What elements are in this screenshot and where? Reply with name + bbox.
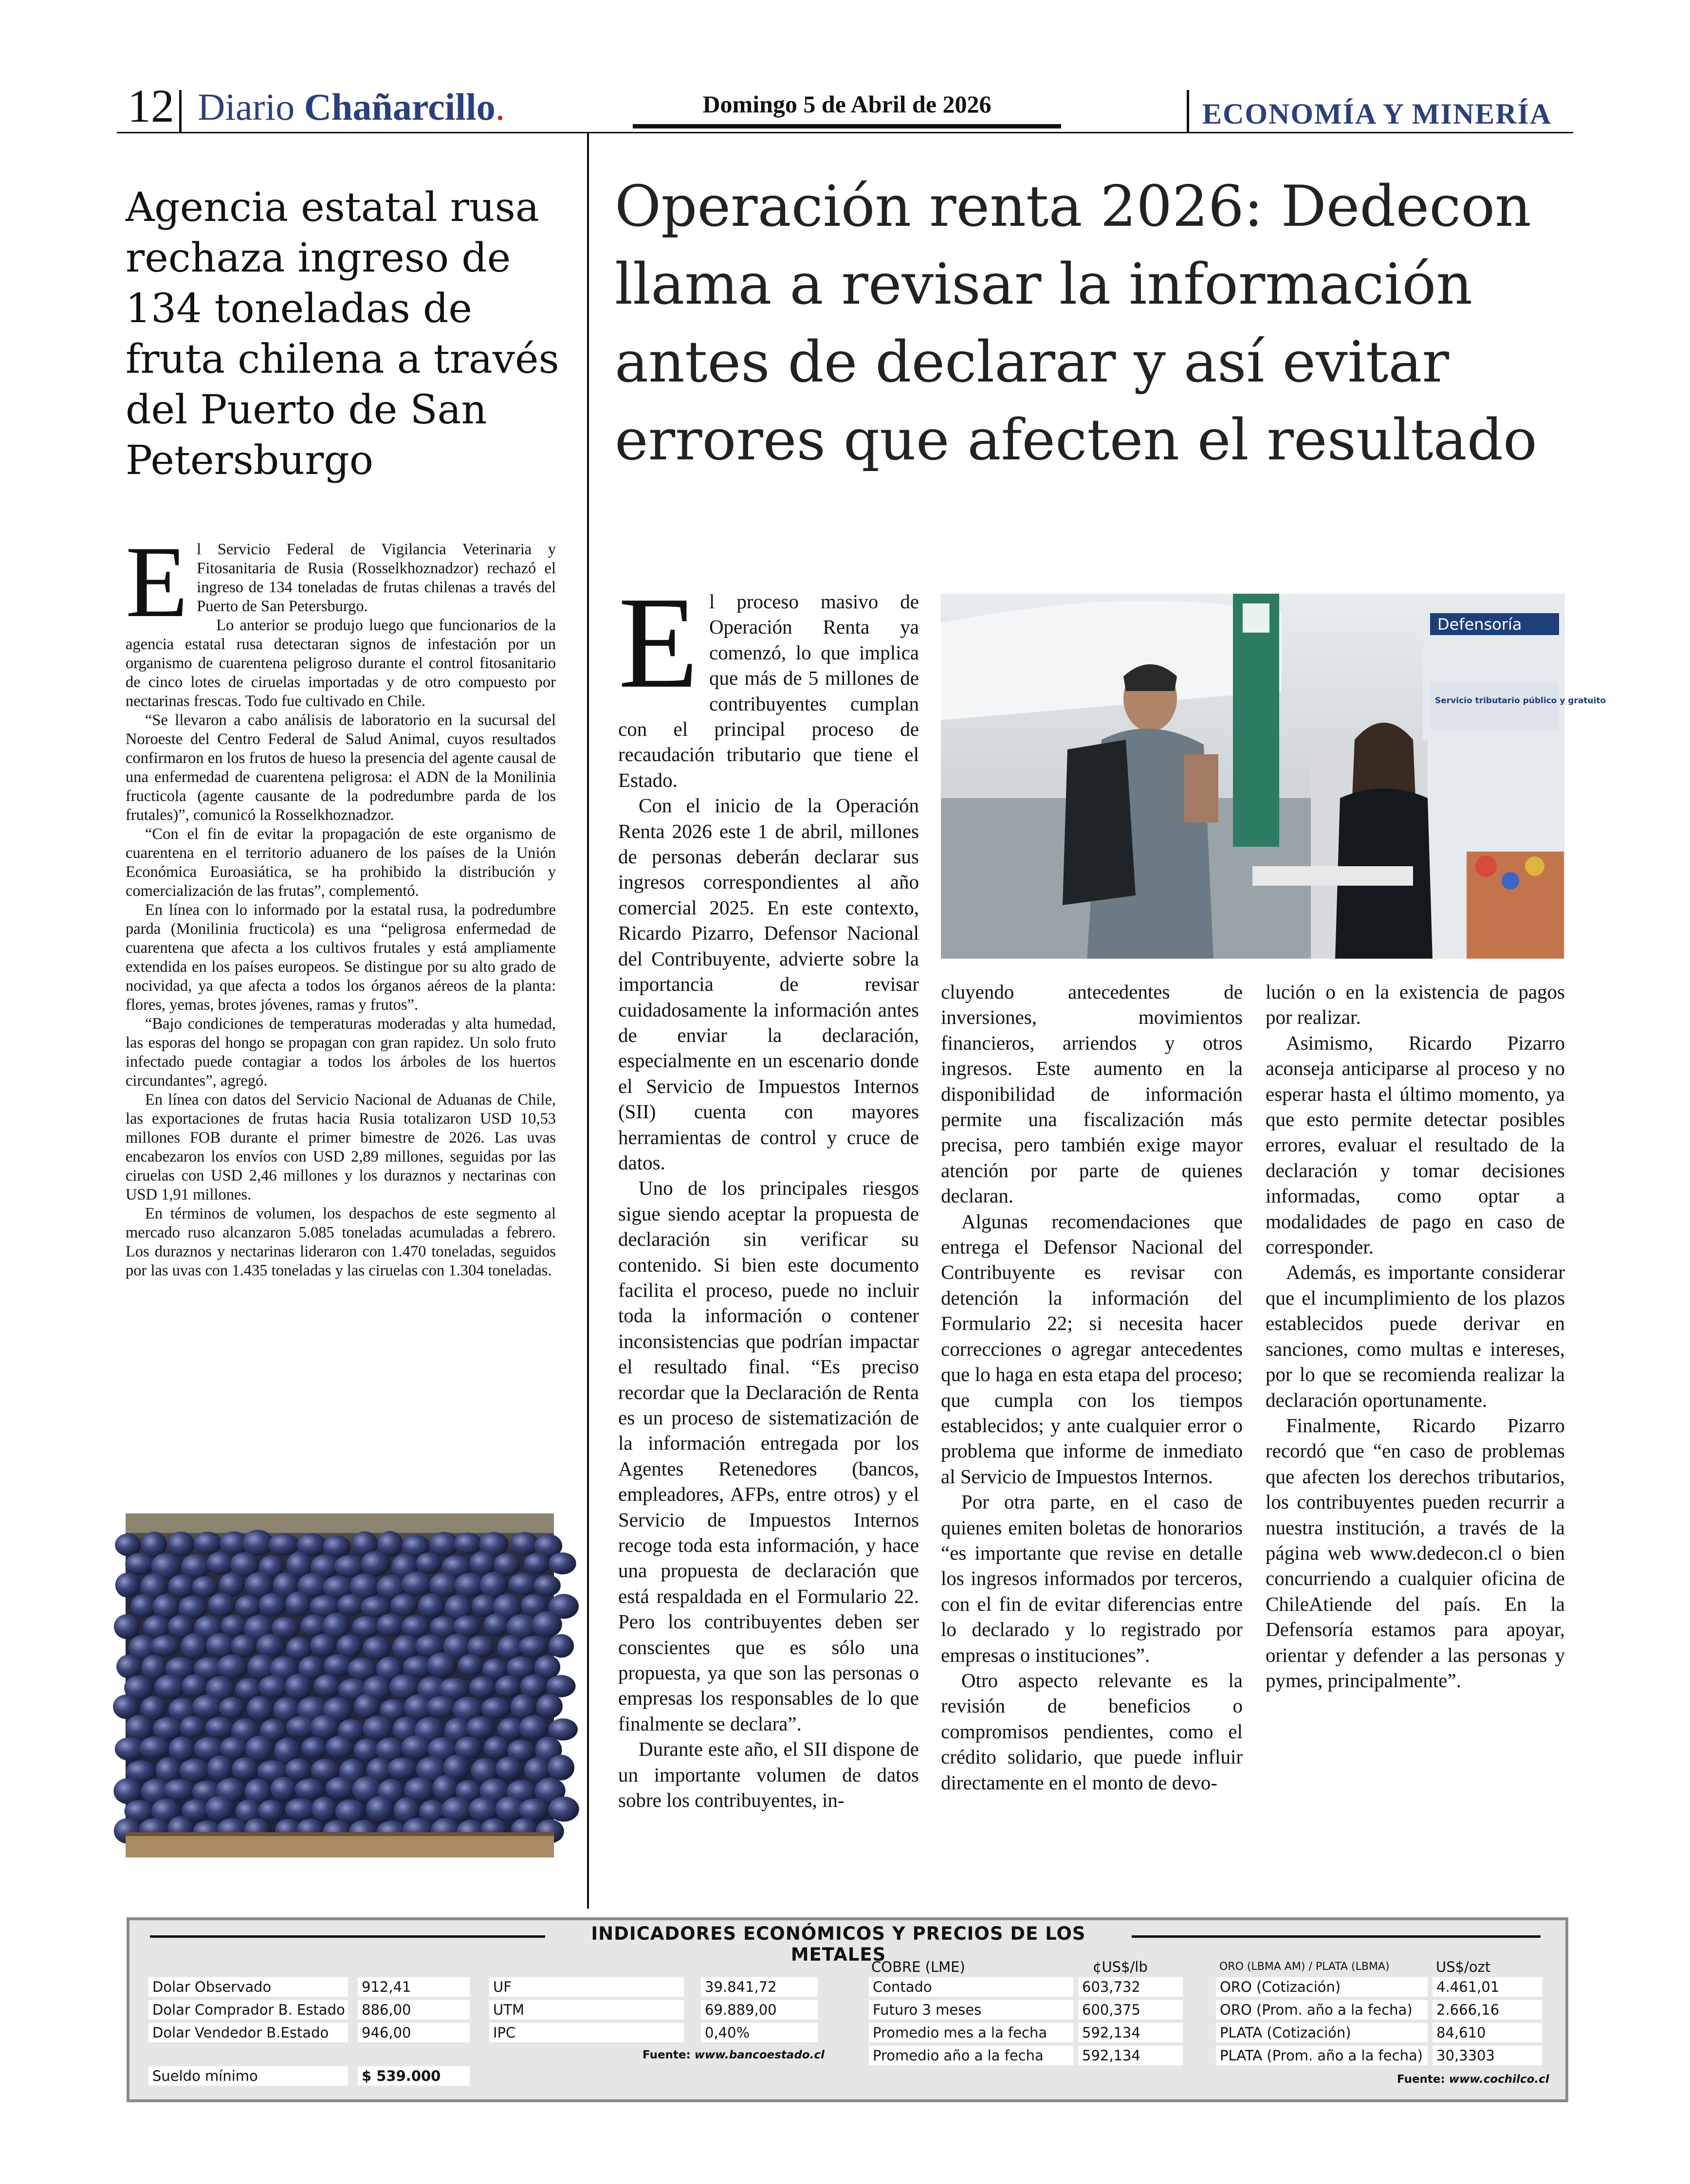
indicator-value: 600,375 [1078,2000,1183,2020]
drop-cap: E [618,570,698,715]
cobre-unit: ¢US$/lb [1093,1959,1148,1975]
plum [140,1736,170,1759]
plum [524,1553,550,1574]
plum [220,1737,248,1759]
main-article-headline: Operación renta 2026: Dedecon llama a revisar la información antes de declarar y así evitar errores que afecten el resultado [615,174,1537,473]
plum [217,1655,248,1679]
indicator-value: 84,610 [1433,2023,1542,2042]
main-paragraph: lución o en la existencia de pagos por realizar. [1266,981,1565,1029]
plum [496,1757,522,1780]
plum [484,1613,510,1636]
plum [511,1532,538,1556]
plum [156,1757,182,1783]
plum [205,1796,234,1821]
plum [387,1757,417,1779]
plum [312,1797,337,1821]
main-paragraph: Algunas recomendaciones que entrega el Defensor Nacional del Contribuyente es revisar con detención la información del Formulario 22; si necesita hacer correcciones o agregar antecedentes que lo haga en esta etapa del proceso; que cumpla con los tiempos establecidos; y ante cualquier error o problema que informe de inmediato al Servicio de Impuestos Internos. [941,1210,1243,1488]
indicator-value: 69.889,00 [701,2000,818,2020]
indicator-label: Futuro 3 meses [869,2000,1073,2020]
left-article-body [126,526,556,1280]
indicator-value: 946,00 [358,2023,470,2042]
source-link: www.bancoestado.cl [694,2049,825,2061]
plum [231,1634,257,1657]
indicator-label: ORO (Prom. año a la fecha) [1216,2000,1428,2020]
plum [114,1614,140,1639]
newspaper-name [198,83,505,131]
left-paragraph: “Se llevaron a cabo análisis de laboratorio en la sucursal del Noroeste del Centro Federal de Salud Animal, cuyos resultados confirmaron en los frutos de hueso la presencia del agente causal de una enfermedad de cuarentena peligrosa: el ADN de la Monilinia fructicola (agente causante de la podredumbre parda de los frutales)”, comunicó la Rosselkhoznadzor. [126,711,556,824]
plum [548,1755,574,1781]
main-paragraph: Finalmente, Ricardo Pizarro recordó que “en caso de problemas que afecten los derechos tributarios, los contribuyentes pueden recurrir a nuestra institución, a través de la página web www.dedecon.cl o bien concurriendo a cualquier oficina de ChileAtiende del país. En la Defensoría estamos para apoyar, orientar y defender a las personas y pymes, principalmente”. [1266,1414,1565,1692]
plum [247,1696,273,1721]
cobre-header: COBRE (LME) [871,1959,965,1975]
left-paragraph [126,526,556,638]
plum [130,1594,156,1618]
plum [245,1736,274,1762]
column-divider [587,132,589,1909]
plum [361,1551,390,1576]
plum [481,1697,511,1719]
plum [219,1697,245,1719]
plum [311,1715,339,1739]
plum [285,1592,311,1617]
plum [310,1634,336,1657]
indicator-value: $ 539.000 [358,2066,470,2086]
page-number: 12 [128,80,174,132]
plum [354,1694,380,1718]
plum [167,1531,194,1557]
plum [205,1717,234,1738]
left-paragraph: Lo anterior se produjo luego que funcionarios de la agencia estatal rusa detectaran signos de infestación por un organismo de cuarentena peligroso durante el control fitosanitario de cinco lotes de ciruelas importadas y de otro compuesto por nectarinas frescas. Todo fue cultivado en Chile. [126,617,556,710]
plum [390,1594,418,1616]
plum [335,1800,366,1824]
left-paragraph: “Con el fin de evitar la propagación de este organismo de cuarentena en el territorio aduanero de los países de la Unión Económica Euroasiática, se ha prohibido la distribución y comercialización de las frutas”, complementó. [126,825,556,900]
left-paragraph: En línea con lo informado por la estatal rusa, la podredumbre parda (Monilinia fructicola) es una “peligrosa enfermedad de cuarentena que afecta a los cultivos frutales y está ampliamente extendida en los países europeos. Se distingue por su alto grado de nocividad, ya que afecta a todos los órganos aéreos de la planta: flores, yemas, brotes jóvenes, ramas y frutos”. [126,901,556,1014]
plum [416,1552,441,1574]
indicators-title-rule [150,1935,545,1938]
booth-banner-text: Servicio tributario público y gratuito [1435,696,1606,706]
plum [235,1595,261,1618]
main-paragraph: Asimismo, Ricardo Pizarro aconseja anticiparse al proceso y no esperar hasta el último momento, ya que esto permite detectar posibles errores, evaluar el resultado de la declaración y tomar decisiones informadas, como optar a modalidades de pago en caso de corresponder. [1266,1031,1565,1258]
newspaper-name-bold: Chañarcillo [304,86,496,128]
plum [402,1615,430,1638]
plum [402,1572,433,1596]
main-article-column-1 [618,570,919,1813]
source-link: www.cochilco.cl [1449,2073,1549,2086]
plum [469,1551,496,1575]
plum [192,1576,218,1598]
indicator-value: 4.461,01 [1433,1977,1542,1997]
plum [314,1674,341,1697]
plum [258,1800,284,1821]
plum [533,1575,561,1596]
left-paragraph: En línea con datos del Servicio Nacional de Aduanas de Chile, las exportaciones de frutas hacia Rusia totalizaron USD 10,53 millones FOB durante el primer bimestre de 2026. Las uvas encabezaron los envíos con USD 2,89 millones, seguidas por las ciruelas con USD 2,46 millones y los duraznos y nectarinas con USD 1,91 millones. [126,1091,556,1203]
plum [285,1759,312,1781]
newspaper-prefix: Diario [198,86,304,128]
plum [258,1593,286,1617]
plum [179,1759,210,1782]
main-paragraph: Durante este año, el SII dispone de un importante volumen de datos sobre los contribuyentes, in- [618,1738,919,1812]
source-prefix: Fuente: [1397,2073,1449,2086]
booth-banner-title: Defensoría [1437,615,1522,634]
plum [519,1799,549,1821]
indicator-label: Dolar Vendedor B.Estado [148,2023,348,2042]
plum [126,1715,153,1741]
plum [143,1615,170,1638]
plum [323,1535,350,1558]
header-separator [179,90,182,132]
plum [295,1779,324,1800]
indicator-label: Contado [869,1977,1073,1997]
plum [484,1736,509,1759]
newspaper-dot: . [495,86,505,128]
plum [480,1572,508,1598]
plum [549,1634,574,1658]
indicator-label: UF [489,1977,684,1997]
plum [549,1718,578,1740]
plum [115,1533,141,1556]
indicator-value: 592,134 [1078,2023,1183,2042]
plum [164,1779,195,1801]
source-prefix: Fuente: [643,2049,695,2061]
plum [257,1634,285,1657]
plum [532,1611,562,1638]
oro-header: ORO (LBMA AM) / PLATA (LBMA) [1219,1961,1390,1973]
indicator-label: Promedio mes a la fecha [869,2023,1073,2042]
plum [194,1531,222,1554]
indicator-label: PLATA (Prom. año a la fecha) [1216,2046,1428,2065]
plum [113,1694,139,1719]
plum [469,1797,498,1822]
plum [454,1532,482,1554]
plum [326,1777,355,1799]
plum [427,1653,457,1678]
plum [115,1573,141,1598]
main-paragraph-text: l proceso masivo de Operación Renta ya comenzó, lo que implica que más de 5 millones de contribuyentes cumplan con el principal proceso de recaudación tributario que tiene el Estado. [618,590,919,791]
indicator-value: 912,41 [358,1977,470,1997]
plum [208,1593,235,1616]
plum [207,1551,234,1575]
plum [352,1616,380,1638]
oro-unit: US$/ozt [1436,1959,1491,1975]
indicator-label: PLATA (Cotización) [1216,2023,1428,2042]
plum [366,1796,394,1821]
indicator-label: Dolar Comprador B. Estado [148,2000,348,2020]
plum [509,1573,538,1595]
plum [549,1552,576,1574]
plum [324,1655,352,1677]
indicators-title-rule [1132,1935,1541,1938]
indicator-value: 886,00 [358,2000,470,2020]
plum [180,1716,205,1738]
source-note [643,2049,825,2061]
plum [519,1715,549,1740]
plum [536,1694,562,1718]
plum [301,1737,327,1758]
defensoria-booth-photo [941,594,1606,959]
plum [285,1674,312,1699]
indicator-label: Promedio año a la fecha [869,2046,1073,2065]
indicator-value: 30,3303 [1433,2046,1542,2065]
date-underline [633,124,1061,128]
indicator-label: Dolar Observado [148,1977,348,1997]
plum [418,1594,445,1618]
indicator-value: 592,134 [1078,2046,1183,2065]
plum [285,1798,316,1820]
source-note [1397,2073,1549,2086]
indicator-label: IPC [489,2023,684,2042]
plum [337,1635,363,1658]
plum [363,1636,391,1660]
main-article-column-2 [941,979,1243,1795]
header-separator-right [1187,90,1189,132]
plum [469,1676,496,1698]
plum [548,1797,579,1822]
plum [154,1674,185,1699]
plum [546,1675,575,1697]
left-article-headline: Agencia estatal rusa rechaza ingreso de 134 toneladas de fruta chilena a través del Puerto de San Petersburgo [126,184,559,484]
section-title: ECONOMÍA Y MINERÍA [1202,98,1552,130]
main-paragraph [618,570,919,793]
plum [326,1736,354,1759]
plum [181,1633,208,1659]
plum [206,1633,235,1658]
plum [150,1635,179,1657]
plum [337,1594,365,1616]
plum [268,1533,299,1556]
main-article-column-3 [1266,979,1565,1693]
indicator-label: Sueldo mínimo [148,2066,348,2086]
plum [271,1777,297,1801]
plum [401,1735,431,1759]
drop-cap: E [126,526,188,638]
plum [192,1695,223,1719]
plum [232,1757,258,1780]
main-paragraph: cluyendo antecedentes de inversiones, movimientos financieros, arriendos y otros ingresos. Este aumento en la disponibilidad de información permite una fiscalización más precisa, pero también exige mayor atención por parte de quienes declaran. [941,981,1243,1207]
left-paragraph: “Bajo condiciones de temperaturas moderadas y alta humedad, las esporas del hongo se propagan con gran rapidez. Un solo fruto infectado puede contagiar a todos los árboles de los huertos circundantes”, agregó. [126,1015,556,1090]
plum [258,1675,289,1698]
main-paragraph: Uno de los principales riesgos sigue siendo aceptar la propuesta de declaración sin verificar su contenido. Si bien este documento facilita el proceso, puede no incluir toda la información o contener inconsistencias que podrían impactar el resultado final. “Es preciso recordar que la Declaración de Renta es un proceso de sistematización de la información entregada por los Agentes Retenedores (bancos, empleadores, AFPs, entre otros) y el Servicio de Impuestos Internos recoge toda esta información, y hace una propuesta de declaración que está respaldada en el Formulario 22. Pero los contribuyentes deben ser conscientes que es sólo una propuesta, ya que son las personas o empresas los responsables de lo que finalmente se declara”. [618,1177,919,1735]
plum [377,1614,405,1637]
plum [125,1553,155,1575]
plum [168,1574,195,1598]
left-paragraph: En términos de volumen, los despachos de este segmento al mercado ruso alcanzaron 5.085 toneladas acumuladas a febrero. Los duraznos y nectarinas lideraron con 1.470 toneladas, seguidos por las uvas con 1.435 toneladas y las ciruelas con 1.304 toneladas. [126,1205,556,1279]
indicator-value: 39.841,72 [701,1977,818,1997]
indicator-value: 2.666,16 [1433,2000,1542,2020]
indicator-value: 0,40% [701,2023,818,2042]
plum [426,1696,457,1718]
plum [518,1636,548,1657]
main-paragraph: Otro aspecto relevante es la revisión de beneficios o compromisos pendientes, como el crédito solidario, que puede influir directamente en el monto de devo- [941,1669,1243,1794]
plum [495,1675,522,1698]
header-rule [117,132,1573,133]
indicator-label: UTM [489,2000,684,2020]
plum [458,1654,483,1676]
plum [207,1755,233,1781]
indicators-title: INDICADORES ECONÓMICOS Y PRECIOS DE LOS METALES [591,1923,1086,1965]
indicator-label: ORO (Cotización) [1216,1977,1428,1997]
main-paragraph: Además, es importante considerar que el incumplimiento de los plazos establecidos puede derivar en sanciones, como multas e intereses, por lo que se recomienda realizar la declaración oportunamente. [1266,1261,1565,1411]
plum [182,1674,208,1697]
plum [466,1716,495,1739]
issue-date: Domingo 5 de Abril de 2026 [702,91,992,118]
main-paragraph: Con el inicio de la Operación Renta 2026 este 1 de abril, millones de personas deberán declarar sus ingresos correspondientes al año comercial 2025. En este contexto, Ricardo Pizarro, Defensor Nacional del Contribuyente, advierte sobre la importancia de revisar cuidadosamente la información antes de enviar la declaración, especialmente en un escenario donde el Servicio de Impuestos Internos (SII) cuenta con mayores herramientas de control y cruce de datos. [618,794,919,1174]
indicator-value: 603,732 [1078,1977,1183,1997]
plum [363,1715,393,1741]
left-paragraph-text: l Servicio Federal de Vigilancia Veterinaria y Fitosanitaria de Rusia (Rosselkhoznadzor) rechazó el ingreso de 134 toneladas de frutas chilenas a través del Puerto de San Petersburgo. [197,541,556,615]
plums-photo [126,1513,554,1857]
main-paragraph: Por otra parte, en el caso de quienes emiten boletas de honorarios “es importante que revise en detalle los ingresos informados por terceros, con el fin de evitar diferencias entre lo declarado y lo registrado por empresas o instituciones”. [941,1491,1243,1666]
plum [116,1655,142,1678]
